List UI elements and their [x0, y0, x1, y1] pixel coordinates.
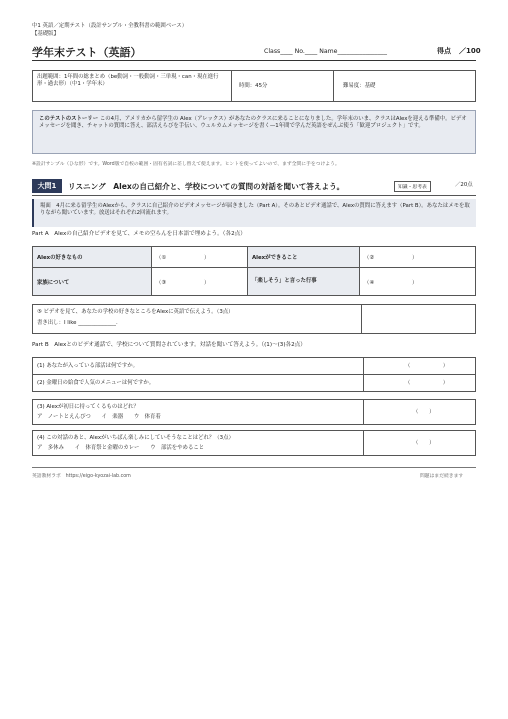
footer-rule — [32, 467, 476, 468]
memo-label-event: 「楽しそう」と言った行事 — [247, 267, 360, 296]
partB-instruction: Part B Alexとのビデオ通話で、学校について質問されています。対話を聞いて答えよう。（(1)〜(3)各2点） — [32, 342, 306, 348]
q1-badge: 大問1 — [32, 179, 62, 193]
partB-q4-choices: ア 多休み イ 体育祭と金曜のカレー ウ 部活をやめること — [37, 445, 205, 451]
story-text — [39, 116, 471, 131]
q1-tag: 知識・思考表 — [394, 181, 431, 192]
partB-q4-answer[interactable]: （ ） — [413, 440, 435, 446]
scenario-box — [32, 199, 476, 227]
q1-rule — [32, 195, 476, 196]
info-table — [32, 70, 476, 102]
partB-q2-answer[interactable]: （ ） — [405, 380, 449, 386]
q1-points: ／20点 — [455, 182, 473, 188]
score-max: ／100 — [459, 47, 481, 55]
footer-left[interactable]: 英語教材ラボ https://eigo-kyozai-lab.com — [32, 474, 131, 479]
page-title: 学年末テスト（英語） — [32, 46, 142, 59]
level-tag: 【基礎版】 — [32, 31, 59, 37]
partB-q3 — [32, 399, 476, 425]
header-rule — [32, 60, 476, 61]
partB-q4 — [32, 430, 476, 456]
answer-divider — [363, 375, 364, 392]
partB-q3-choices: ア ノートとえんぴつ イ 楽器 ウ 体育着 — [37, 414, 161, 420]
story-heading: このテストのストーリー — [39, 116, 99, 122]
partB-q3-answer[interactable]: （ ） — [413, 409, 435, 415]
name-field-label[interactable]: Class____ No.____ Name________________ — [264, 48, 387, 55]
story-box — [32, 110, 476, 154]
q5-answer-area[interactable] — [361, 305, 362, 334]
time-text: 時間：45分 — [239, 83, 268, 89]
q1-title: リスニング Alexの自己紹介と、学校についての質問の対話を聞いて答えよう。 — [68, 182, 345, 191]
note-text: ※設計サンプル（ひな形）です。Word版で自校の範囲・固有名詞に差し替えて使えます。ヒントを使ってよいので、まず全問に手をつけよう。 — [32, 162, 340, 167]
scenario-text: 場面 4月に来る留学生のAlexから、クラスに自己紹介のビデオメッセージが届きました（Part A）。そのあとビデオ通話で、Alexの質問に答えます（Part B）。あなたはメモを取りながら聞いています。放送はそれぞれ2回流れます。 — [40, 203, 470, 217]
answer-divider — [363, 431, 364, 456]
memo-label-can: Alexができること — [247, 246, 360, 268]
partB-q1 — [32, 357, 476, 375]
score-label: 得点 — [437, 47, 451, 55]
answer-blank-3[interactable]: （③ ） — [151, 267, 248, 296]
partB-q3-text: (3) Alexが初日に持ってくるものはどれ？ — [37, 404, 139, 410]
partB-q4-text: (4) この対話のあと、Alexがいちばん楽しみにしていそうなことはどれ？（3点） — [37, 435, 234, 441]
answer-blank-2[interactable]: （② ） — [359, 246, 476, 268]
footer-right: 問題はまだ続きます — [420, 474, 464, 479]
memo-label-likes: Alexの好きなもの — [32, 246, 152, 268]
answer-divider — [363, 400, 364, 425]
answer-divider — [363, 358, 364, 375]
answer-blank-4[interactable]: （④ ） — [359, 267, 476, 296]
partB-q1-answer[interactable]: （ ） — [405, 363, 449, 369]
q5-line2[interactable]: 書き出し：I like ______________. — [37, 320, 118, 326]
memo-label-family: 家族について — [32, 267, 152, 296]
q5-line1: ⑤ ビデオを見て、あなたの学校の好きなところをAlexに英語で伝えよう。（3点） — [37, 309, 234, 315]
partB-q2-text: (2) 金曜日の給食で人気のメニューは何ですか。 — [37, 380, 155, 386]
answer-blank-1[interactable]: （① ） — [151, 246, 248, 268]
partA-instruction: Part A Alexの自己紹介ビデオを見て、メモの空らんを日本語で埋めよう。（各2点） — [32, 231, 246, 237]
info-divider — [231, 71, 232, 102]
difficulty-text: 難易度：基礎 — [343, 83, 376, 89]
info-divider — [333, 71, 334, 102]
q5-box — [32, 304, 476, 334]
story-body: この4月、アメリカから留学生の Alex（アレックス）があなたのクラスに来ることになりました。学年末のいま、クラスはAlexを迎える準備中。ビデオメッセージを聞き、チャットの質問に答え、部活えらびを手伝い、ウェルカムメッセージを書く—1年間で学んだ英語をぜんぶ使う「歓迎プロジェクト」です。 — [39, 116, 467, 130]
range-text: 出題範囲：1年間の総まとめ（be動詞・一般動詞・三単現・can・現在進行形・過去形）（中1・学年末） — [37, 74, 219, 88]
partB-q1-text: (1) あなたが入っている部活は何ですか。 — [37, 363, 138, 369]
header-subtitle: 中1 英語／定期テスト（設計サンプル・全教科書の範囲ベース） — [32, 23, 188, 29]
partB-q2 — [32, 374, 476, 392]
